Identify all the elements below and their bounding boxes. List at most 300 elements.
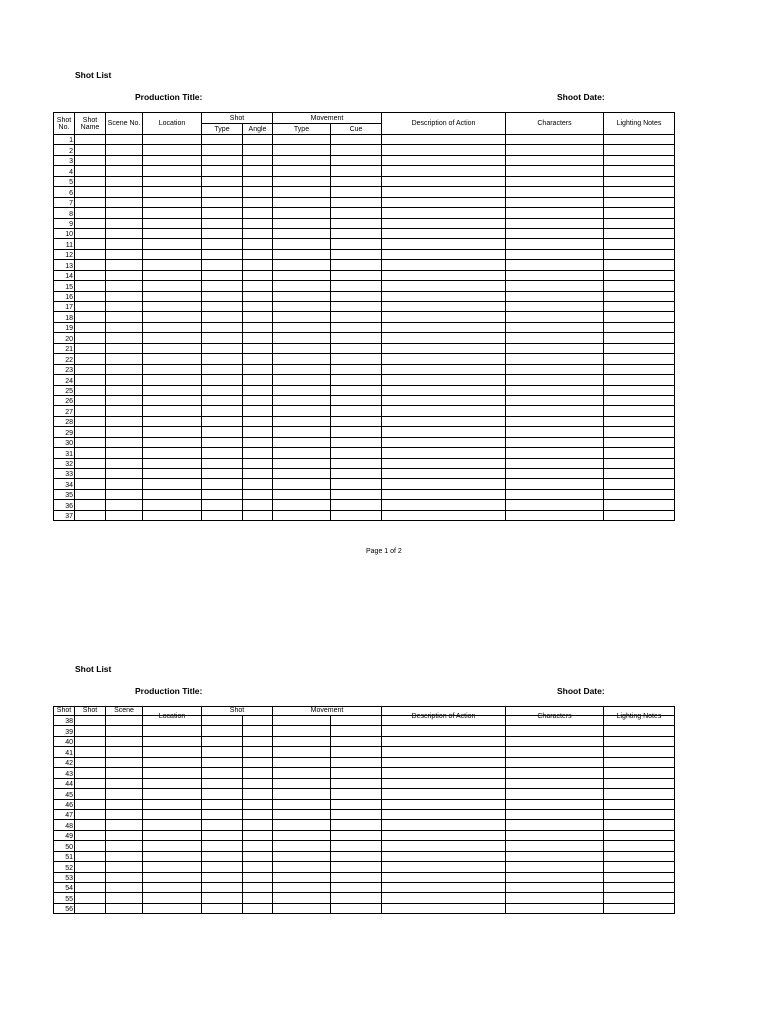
table-cell[interactable] xyxy=(143,872,202,882)
table-cell[interactable] xyxy=(243,208,273,218)
table-cell[interactable] xyxy=(382,385,506,395)
table-cell[interactable] xyxy=(331,260,382,270)
table-cell[interactable] xyxy=(106,155,143,165)
table-cell[interactable] xyxy=(202,354,243,364)
table-cell[interactable] xyxy=(202,176,243,186)
table-cell[interactable] xyxy=(106,385,143,395)
table-cell[interactable] xyxy=(382,187,506,197)
table-cell[interactable] xyxy=(202,851,243,861)
table-cell[interactable] xyxy=(506,448,604,458)
table-cell[interactable] xyxy=(273,322,331,332)
table-cell[interactable] xyxy=(243,500,273,510)
table-cell[interactable] xyxy=(202,469,243,479)
table-cell[interactable] xyxy=(382,469,506,479)
table-cell[interactable] xyxy=(382,395,506,405)
table-cell[interactable] xyxy=(604,862,675,872)
table-cell[interactable] xyxy=(106,820,143,830)
table-cell[interactable] xyxy=(75,448,106,458)
table-cell[interactable] xyxy=(243,187,273,197)
table-cell[interactable] xyxy=(243,427,273,437)
table-cell[interactable] xyxy=(273,479,331,489)
table-cell[interactable] xyxy=(331,145,382,155)
table-cell[interactable] xyxy=(202,862,243,872)
table-cell[interactable] xyxy=(202,427,243,437)
table-cell[interactable] xyxy=(243,872,273,882)
table-cell[interactable] xyxy=(106,789,143,799)
table-cell[interactable] xyxy=(143,385,202,395)
table-cell[interactable] xyxy=(202,458,243,468)
table-cell[interactable] xyxy=(243,406,273,416)
table-cell[interactable] xyxy=(202,249,243,259)
table-cell[interactable] xyxy=(243,364,273,374)
table-cell[interactable] xyxy=(331,458,382,468)
table-cell[interactable] xyxy=(382,893,506,903)
table-cell[interactable] xyxy=(243,757,273,767)
table-cell[interactable] xyxy=(243,416,273,426)
table-cell[interactable] xyxy=(273,208,331,218)
table-cell[interactable] xyxy=(382,270,506,280)
table-cell[interactable] xyxy=(506,155,604,165)
table-cell[interactable] xyxy=(382,820,506,830)
table-cell[interactable] xyxy=(604,883,675,893)
table-cell[interactable] xyxy=(75,302,106,312)
table-cell[interactable] xyxy=(243,799,273,809)
table-cell[interactable] xyxy=(75,726,106,736)
table-cell[interactable] xyxy=(243,176,273,186)
table-cell[interactable] xyxy=(506,768,604,778)
table-cell[interactable] xyxy=(604,364,675,374)
table-cell[interactable] xyxy=(202,155,243,165)
table-cell[interactable] xyxy=(506,145,604,155)
table-cell[interactable] xyxy=(382,208,506,218)
table-cell[interactable] xyxy=(143,799,202,809)
table-cell[interactable] xyxy=(143,778,202,788)
table-cell[interactable] xyxy=(243,239,273,249)
table-cell[interactable] xyxy=(604,799,675,809)
table-cell[interactable] xyxy=(506,291,604,301)
table-cell[interactable] xyxy=(506,789,604,799)
table-cell[interactable] xyxy=(273,312,331,322)
table-cell[interactable] xyxy=(273,872,331,882)
table-cell[interactable] xyxy=(382,145,506,155)
table-cell[interactable] xyxy=(106,166,143,176)
table-cell[interactable] xyxy=(506,176,604,186)
table-cell[interactable] xyxy=(143,333,202,343)
table-cell[interactable] xyxy=(143,176,202,186)
table-cell[interactable] xyxy=(106,469,143,479)
table-cell[interactable] xyxy=(331,820,382,830)
table-cell[interactable] xyxy=(506,903,604,913)
table-cell[interactable] xyxy=(106,716,143,726)
table-cell[interactable] xyxy=(202,841,243,851)
table-cell[interactable] xyxy=(382,312,506,322)
table-cell[interactable] xyxy=(604,500,675,510)
table-cell[interactable] xyxy=(106,208,143,218)
table-cell[interactable] xyxy=(143,448,202,458)
table-cell[interactable] xyxy=(143,406,202,416)
table-cell[interactable] xyxy=(75,510,106,520)
table-cell[interactable] xyxy=(331,333,382,343)
table-cell[interactable] xyxy=(243,726,273,736)
table-cell[interactable] xyxy=(331,416,382,426)
table-cell[interactable] xyxy=(106,830,143,840)
table-cell[interactable] xyxy=(143,726,202,736)
table-cell[interactable] xyxy=(382,883,506,893)
table-cell[interactable] xyxy=(506,883,604,893)
table-cell[interactable] xyxy=(382,862,506,872)
table-cell[interactable] xyxy=(106,176,143,186)
table-cell[interactable] xyxy=(243,270,273,280)
table-cell[interactable] xyxy=(143,281,202,291)
table-cell[interactable] xyxy=(604,820,675,830)
table-cell[interactable] xyxy=(331,322,382,332)
table-cell[interactable] xyxy=(382,406,506,416)
table-cell[interactable] xyxy=(273,228,331,238)
table-cell[interactable] xyxy=(331,872,382,882)
table-cell[interactable] xyxy=(75,249,106,259)
table-cell[interactable] xyxy=(331,291,382,301)
table-cell[interactable] xyxy=(506,364,604,374)
table-cell[interactable] xyxy=(202,726,243,736)
table-cell[interactable] xyxy=(604,176,675,186)
table-cell[interactable] xyxy=(75,716,106,726)
table-cell[interactable] xyxy=(202,830,243,840)
table-cell[interactable] xyxy=(75,862,106,872)
table-cell[interactable] xyxy=(243,841,273,851)
table-cell[interactable] xyxy=(382,427,506,437)
table-cell[interactable] xyxy=(506,427,604,437)
table-cell[interactable] xyxy=(382,249,506,259)
table-cell[interactable] xyxy=(604,872,675,882)
table-cell[interactable] xyxy=(75,239,106,249)
table-cell[interactable] xyxy=(106,841,143,851)
table-cell[interactable] xyxy=(331,883,382,893)
table-cell[interactable] xyxy=(243,448,273,458)
table-cell[interactable] xyxy=(106,778,143,788)
table-cell[interactable] xyxy=(273,145,331,155)
table-cell[interactable] xyxy=(243,312,273,322)
table-cell[interactable] xyxy=(506,510,604,520)
table-cell[interactable] xyxy=(273,218,331,228)
table-cell[interactable] xyxy=(143,841,202,851)
table-cell[interactable] xyxy=(202,883,243,893)
table-cell[interactable] xyxy=(143,364,202,374)
table-cell[interactable] xyxy=(506,228,604,238)
table-cell[interactable] xyxy=(75,354,106,364)
table-cell[interactable] xyxy=(143,510,202,520)
table-cell[interactable] xyxy=(331,281,382,291)
table-cell[interactable] xyxy=(331,469,382,479)
table-cell[interactable] xyxy=(273,176,331,186)
table-cell[interactable] xyxy=(106,736,143,746)
table-cell[interactable] xyxy=(273,270,331,280)
table-cell[interactable] xyxy=(106,799,143,809)
table-cell[interactable] xyxy=(106,809,143,819)
table-cell[interactable] xyxy=(143,395,202,405)
table-cell[interactable] xyxy=(202,893,243,903)
table-cell[interactable] xyxy=(331,427,382,437)
table-cell[interactable] xyxy=(273,799,331,809)
table-cell[interactable] xyxy=(75,176,106,186)
table-cell[interactable] xyxy=(506,469,604,479)
table-cell[interactable] xyxy=(243,489,273,499)
table-cell[interactable] xyxy=(273,841,331,851)
table-cell[interactable] xyxy=(202,736,243,746)
table-cell[interactable] xyxy=(382,291,506,301)
table-cell[interactable] xyxy=(273,302,331,312)
table-cell[interactable] xyxy=(143,166,202,176)
table-cell[interactable] xyxy=(273,187,331,197)
table-cell[interactable] xyxy=(243,736,273,746)
table-cell[interactable] xyxy=(243,903,273,913)
table-cell[interactable] xyxy=(604,841,675,851)
table-cell[interactable] xyxy=(106,500,143,510)
table-cell[interactable] xyxy=(604,809,675,819)
table-cell[interactable] xyxy=(273,135,331,145)
table-cell[interactable] xyxy=(331,218,382,228)
table-cell[interactable] xyxy=(106,726,143,736)
table-cell[interactable] xyxy=(243,862,273,872)
table-cell[interactable] xyxy=(143,437,202,447)
table-cell[interactable] xyxy=(202,903,243,913)
table-cell[interactable] xyxy=(506,375,604,385)
table-cell[interactable] xyxy=(382,322,506,332)
table-cell[interactable] xyxy=(202,385,243,395)
table-cell[interactable] xyxy=(331,395,382,405)
table-cell[interactable] xyxy=(382,500,506,510)
table-cell[interactable] xyxy=(331,747,382,757)
table-cell[interactable] xyxy=(331,789,382,799)
table-cell[interactable] xyxy=(506,757,604,767)
table-cell[interactable] xyxy=(273,385,331,395)
table-cell[interactable] xyxy=(75,893,106,903)
table-cell[interactable] xyxy=(382,872,506,882)
table-cell[interactable] xyxy=(273,903,331,913)
table-cell[interactable] xyxy=(273,437,331,447)
table-cell[interactable] xyxy=(273,281,331,291)
table-cell[interactable] xyxy=(243,249,273,259)
table-cell[interactable] xyxy=(273,333,331,343)
table-cell[interactable] xyxy=(331,343,382,353)
table-cell[interactable] xyxy=(106,249,143,259)
table-cell[interactable] xyxy=(106,187,143,197)
table-cell[interactable] xyxy=(106,489,143,499)
table-cell[interactable] xyxy=(331,302,382,312)
table-cell[interactable] xyxy=(382,260,506,270)
table-cell[interactable] xyxy=(75,757,106,767)
table-cell[interactable] xyxy=(143,789,202,799)
table-cell[interactable] xyxy=(202,448,243,458)
table-cell[interactable] xyxy=(106,883,143,893)
table-cell[interactable] xyxy=(604,416,675,426)
table-cell[interactable] xyxy=(202,270,243,280)
table-cell[interactable] xyxy=(202,228,243,238)
table-cell[interactable] xyxy=(506,166,604,176)
table-cell[interactable] xyxy=(604,395,675,405)
table-cell[interactable] xyxy=(75,458,106,468)
table-cell[interactable] xyxy=(143,155,202,165)
table-cell[interactable] xyxy=(143,343,202,353)
table-cell[interactable] xyxy=(75,437,106,447)
table-cell[interactable] xyxy=(331,510,382,520)
table-cell[interactable] xyxy=(506,809,604,819)
table-cell[interactable] xyxy=(604,469,675,479)
table-cell[interactable] xyxy=(506,799,604,809)
table-cell[interactable] xyxy=(331,135,382,145)
table-cell[interactable] xyxy=(382,789,506,799)
table-cell[interactable] xyxy=(75,416,106,426)
table-cell[interactable] xyxy=(331,809,382,819)
table-cell[interactable] xyxy=(106,364,143,374)
table-cell[interactable] xyxy=(243,395,273,405)
table-cell[interactable] xyxy=(331,364,382,374)
table-cell[interactable] xyxy=(331,437,382,447)
table-cell[interactable] xyxy=(143,830,202,840)
table-cell[interactable] xyxy=(382,448,506,458)
table-cell[interactable] xyxy=(382,757,506,767)
table-cell[interactable] xyxy=(331,799,382,809)
table-cell[interactable] xyxy=(143,354,202,364)
table-cell[interactable] xyxy=(143,302,202,312)
table-cell[interactable] xyxy=(604,166,675,176)
table-cell[interactable] xyxy=(273,726,331,736)
table-cell[interactable] xyxy=(331,726,382,736)
table-cell[interactable] xyxy=(202,187,243,197)
table-cell[interactable] xyxy=(202,406,243,416)
table-cell[interactable] xyxy=(106,768,143,778)
table-cell[interactable] xyxy=(506,239,604,249)
table-cell[interactable] xyxy=(75,166,106,176)
table-cell[interactable] xyxy=(143,187,202,197)
table-cell[interactable] xyxy=(382,197,506,207)
table-cell[interactable] xyxy=(106,903,143,913)
table-cell[interactable] xyxy=(506,841,604,851)
table-cell[interactable] xyxy=(106,302,143,312)
table-cell[interactable] xyxy=(143,291,202,301)
table-cell[interactable] xyxy=(143,820,202,830)
table-cell[interactable] xyxy=(75,747,106,757)
table-cell[interactable] xyxy=(604,375,675,385)
table-cell[interactable] xyxy=(331,166,382,176)
table-cell[interactable] xyxy=(243,747,273,757)
table-cell[interactable] xyxy=(75,197,106,207)
table-cell[interactable] xyxy=(202,166,243,176)
table-cell[interactable] xyxy=(75,789,106,799)
table-cell[interactable] xyxy=(506,820,604,830)
table-cell[interactable] xyxy=(106,851,143,861)
table-cell[interactable] xyxy=(106,239,143,249)
table-cell[interactable] xyxy=(143,736,202,746)
table-cell[interactable] xyxy=(106,747,143,757)
table-cell[interactable] xyxy=(143,239,202,249)
table-cell[interactable] xyxy=(331,176,382,186)
table-cell[interactable] xyxy=(75,208,106,218)
table-cell[interactable] xyxy=(143,893,202,903)
table-cell[interactable] xyxy=(106,218,143,228)
table-cell[interactable] xyxy=(243,291,273,301)
table-cell[interactable] xyxy=(106,416,143,426)
table-cell[interactable] xyxy=(506,208,604,218)
table-cell[interactable] xyxy=(604,736,675,746)
table-cell[interactable] xyxy=(75,281,106,291)
table-cell[interactable] xyxy=(273,893,331,903)
table-cell[interactable] xyxy=(382,799,506,809)
table-cell[interactable] xyxy=(506,778,604,788)
table-cell[interactable] xyxy=(202,208,243,218)
table-cell[interactable] xyxy=(202,872,243,882)
table-cell[interactable] xyxy=(143,768,202,778)
table-cell[interactable] xyxy=(243,893,273,903)
table-cell[interactable] xyxy=(604,778,675,788)
table-cell[interactable] xyxy=(143,208,202,218)
table-cell[interactable] xyxy=(506,343,604,353)
table-cell[interactable] xyxy=(75,343,106,353)
table-cell[interactable] xyxy=(506,187,604,197)
table-cell[interactable] xyxy=(604,270,675,280)
table-cell[interactable] xyxy=(331,406,382,416)
table-cell[interactable] xyxy=(604,789,675,799)
table-cell[interactable] xyxy=(506,312,604,322)
table-cell[interactable] xyxy=(506,851,604,861)
table-cell[interactable] xyxy=(382,375,506,385)
table-cell[interactable] xyxy=(273,166,331,176)
table-cell[interactable] xyxy=(243,437,273,447)
table-cell[interactable] xyxy=(202,500,243,510)
table-cell[interactable] xyxy=(273,510,331,520)
table-cell[interactable] xyxy=(243,260,273,270)
table-cell[interactable] xyxy=(202,747,243,757)
table-cell[interactable] xyxy=(75,830,106,840)
table-cell[interactable] xyxy=(273,500,331,510)
table-cell[interactable] xyxy=(273,448,331,458)
table-cell[interactable] xyxy=(604,155,675,165)
table-cell[interactable] xyxy=(75,479,106,489)
table-cell[interactable] xyxy=(604,208,675,218)
table-cell[interactable] xyxy=(243,375,273,385)
table-cell[interactable] xyxy=(143,135,202,145)
table-cell[interactable] xyxy=(331,768,382,778)
table-cell[interactable] xyxy=(506,406,604,416)
table-cell[interactable] xyxy=(331,228,382,238)
table-cell[interactable] xyxy=(243,322,273,332)
table-cell[interactable] xyxy=(506,249,604,259)
table-cell[interactable] xyxy=(331,830,382,840)
table-cell[interactable] xyxy=(106,281,143,291)
table-cell[interactable] xyxy=(604,239,675,249)
table-cell[interactable] xyxy=(106,135,143,145)
table-cell[interactable] xyxy=(143,469,202,479)
table-cell[interactable] xyxy=(202,820,243,830)
table-cell[interactable] xyxy=(106,343,143,353)
table-cell[interactable] xyxy=(506,893,604,903)
table-cell[interactable] xyxy=(202,510,243,520)
table-cell[interactable] xyxy=(382,768,506,778)
table-cell[interactable] xyxy=(604,458,675,468)
table-cell[interactable] xyxy=(243,716,273,726)
table-cell[interactable] xyxy=(604,343,675,353)
table-cell[interactable] xyxy=(382,176,506,186)
table-cell[interactable] xyxy=(331,239,382,249)
table-cell[interactable] xyxy=(243,830,273,840)
table-cell[interactable] xyxy=(106,448,143,458)
table-cell[interactable] xyxy=(273,809,331,819)
table-cell[interactable] xyxy=(604,757,675,767)
table-cell[interactable] xyxy=(382,747,506,757)
table-cell[interactable] xyxy=(331,778,382,788)
table-cell[interactable] xyxy=(331,479,382,489)
table-cell[interactable] xyxy=(331,841,382,851)
table-cell[interactable] xyxy=(604,228,675,238)
